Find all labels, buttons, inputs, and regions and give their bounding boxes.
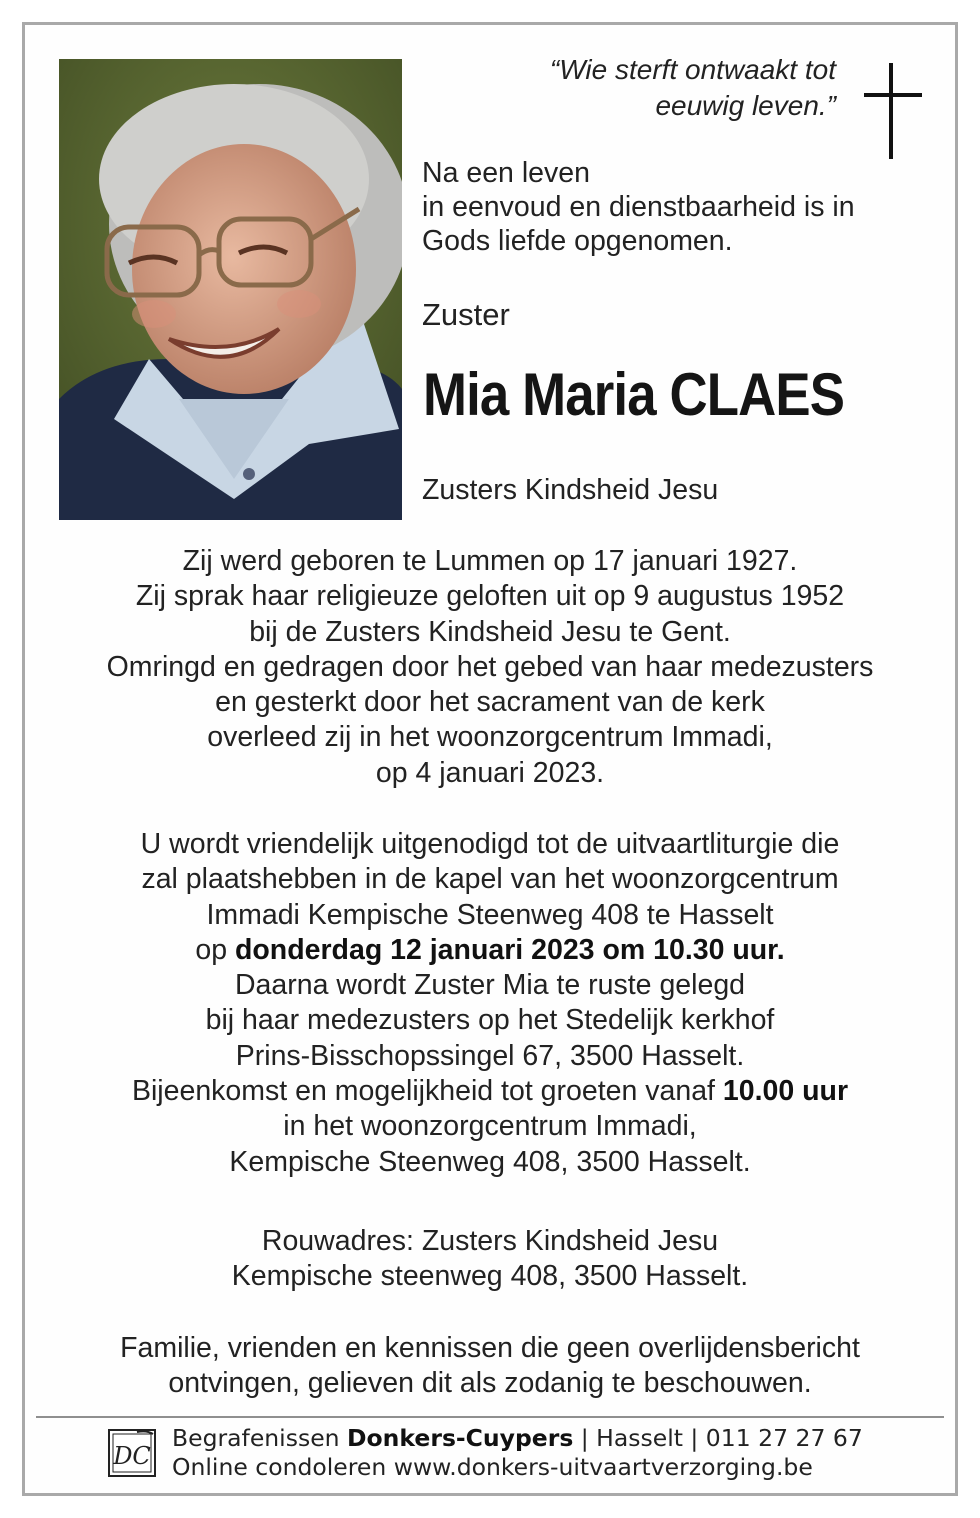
invite-date-line [36, 933, 944, 968]
logo-letters: DC [113, 1442, 151, 1470]
bio-line: overleed zij in het woonzorgcentrum Immadi, [207, 721, 773, 754]
bio-line: op 4 januari 2023. [375, 756, 605, 789]
family-notice [36, 1331, 944, 1402]
online-label: Online condoleren [172, 1453, 394, 1481]
biography [36, 544, 944, 791]
separator: | [573, 1424, 597, 1452]
bio-line: Omringd en gedragen door het gebed van haar medezusters [106, 650, 874, 683]
company-name: Donkers-Cuypers [347, 1424, 574, 1452]
portrait-photo [59, 59, 402, 520]
invite-line: Immadi Kempische Steenweg 408 te Hasselt [206, 898, 774, 931]
quote-line: “Wie sterft ontwaakt tot [549, 54, 836, 85]
company-city: Hasselt [596, 1424, 683, 1452]
funeral-date: donderdag 12 januari 2023 om 10.30 uur. [234, 933, 785, 966]
intro-line: in eenvoud en dienstbaarheid is in [422, 191, 855, 223]
invite-visit-prefix: Bijeenkomst en mogelijkheid tot groeten vanaf [131, 1075, 723, 1108]
address-line: Rouwadres: Zusters Kindsheid Jesu [261, 1225, 719, 1257]
invite-date-prefix: op [195, 933, 235, 966]
family-line: ontvingen, gelieven dit als zodanig te beschouwen. [168, 1367, 812, 1400]
family-line: Familie, vrienden en kennissen die geen overlijdensbericht [120, 1332, 860, 1364]
intro-line: Na een leven [422, 157, 590, 189]
invite-line: U wordt vriendelijk uitgenodigd tot de uitvaartliturgie die [140, 828, 840, 860]
invite-line: bij haar medezusters op het Stedelijk kerkhof [205, 1004, 775, 1037]
bio-line: en gesterkt door het sacrament van de kerk [215, 686, 765, 719]
intro-line: Gods liefde opgenomen. [422, 225, 733, 257]
intro-text [422, 156, 922, 258]
invite-line: in het woonzorgcentrum Immadi, [283, 1110, 697, 1143]
funeral-home-info [172, 1424, 863, 1482]
bio-line: Zij sprak haar religieuze geloften uit op 9 augustus 1952 [135, 580, 845, 613]
funeral-home-logo [107, 1428, 157, 1478]
address-line: Kempische steenweg 408, 3500 Hasselt. [231, 1260, 749, 1293]
cross-icon [864, 63, 922, 159]
bio-line: Zij werd geboren te Lummen op 17 januari 1927. [182, 545, 798, 577]
footer-line-online [172, 1453, 863, 1482]
title-prefix: Zuster [422, 297, 510, 332]
funeral-invitation [36, 827, 944, 1180]
deceased-name: Mia Maria CLAES [423, 361, 845, 428]
invite-visit-line [36, 1074, 944, 1109]
invite-line: zal plaatshebben in de kapel van het woonzorgcentrum [141, 863, 839, 896]
website-link[interactable]: www.donkers-uitvaartverzorging.be [393, 1453, 813, 1481]
quote-line: eeuwig leven.” [655, 90, 836, 121]
mourning-address [36, 1224, 944, 1295]
invite-line: Daarna wordt Zuster Mia te ruste gelegd [234, 969, 746, 1002]
company-prefix: Begrafenissen [172, 1424, 348, 1452]
invite-line: Kempische Steenweg 408, 3500 Hasselt. [229, 1145, 751, 1178]
invite-line: Prins-Bisschopssingel 67, 3500 Hasselt. [235, 1039, 745, 1072]
footer-divider [36, 1416, 944, 1418]
epigraph-quote [440, 52, 836, 124]
visit-time: 10.00 uur [722, 1075, 849, 1108]
bio-line: bij de Zusters Kindsheid Jesu te Gent. [249, 615, 731, 648]
separator: | [682, 1424, 706, 1452]
congregation: Zusters Kindsheid Jesu [422, 474, 719, 506]
footer-line-company [172, 1424, 863, 1453]
company-phone: 011 27 27 67 [705, 1424, 863, 1452]
